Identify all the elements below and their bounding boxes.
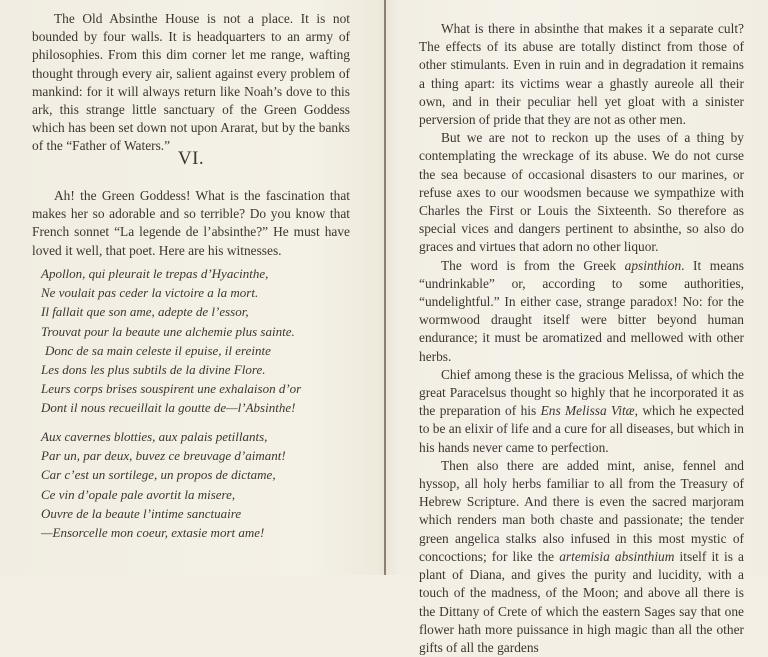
right-paragraph-5 [419, 457, 744, 657]
verse-line: Donc de sa main celeste il epuise, il ereinte [45, 342, 271, 358]
text-run: , which he expected to be an elixir of life and a cure for all diseases, but which in his hands never came to perfection. [419, 403, 744, 455]
book-spine [384, 0, 386, 575]
verse-line: Les dons les plus subtils de la divine Flore. [41, 362, 266, 378]
left-paragraph-2: Ah! the Green Goddess! What is the fascination that makes her so adorable and so terrible? Do you know that French sonnet “La legende de l’absinthe?” He must have loved it well, that poet. Here are his witnesses. [32, 188, 350, 258]
right-page [419, 0, 744, 655]
right-paragraph-2: But we are not to reckon up the uses of a thing by contemplating the wreckage of its abuse. We do not curse the sea because of occasional disasters to our marines, or refuse axes to our woodsmen because we sympathize with Charles the First or Louis the Sixteenth. So therefore as special vices and dangers pertinent to absinthe, so also do graces and virtues that adorn no other liquor. [419, 130, 744, 255]
verse-line: Ce vin d’opale pale avortit la misere, [41, 486, 236, 502]
verse-line: Par un, par deux, buvez ce breuvage d’aimant! [41, 448, 286, 464]
left-page [32, 0, 350, 575]
poem-stanza-1 [41, 264, 341, 418]
verse-line: Il fallait que son ame, adepte de l’essor, [41, 304, 249, 320]
text-run: The word is from the Greek [441, 257, 625, 273]
poem-stanza-2 [41, 427, 341, 542]
verse-line: Apollon, qui pleurait le trepas d’Hyacinthe, [41, 266, 269, 281]
italic-term: apsinthion [624, 257, 682, 273]
verse-line: Leurs corps brises souspirent une exhalaison d’or [41, 381, 302, 397]
chapter-heading: VI. [177, 148, 205, 169]
verse-line: Ne voulait pas ceder la victoire a la mort. [41, 285, 259, 301]
verse-line: Car c’est un sortilege, un propos de dictame, [41, 467, 276, 483]
right-paragraph-4 [419, 366, 744, 457]
verse-line: Ouvre de la beaute l’intime sanctuaire [41, 505, 242, 521]
verse-line: Trouvat pour la beaute une alchemie plus sainte. [41, 323, 295, 339]
right-page-body [419, 20, 744, 657]
text-run: Chief among these is the gracious Melissa, of which the great Paracelsus thought so highly that he incorporated it as the preparation of his [419, 366, 744, 419]
right-paragraph-3 [419, 257, 744, 366]
verse-line: —Ensorcelle mon coeur, extasie mort ame! [41, 525, 265, 541]
text-run: itself it is a plant of Diana, and gives the purity and lucidity, with a touch of the madness, of the Moon; and above all there is the Dittany of Crete of which the eastern Sages say that one flower hath more puissance in high magic than all the other gifts of all the gardens [419, 548, 744, 655]
italic-term: Ens Melissa Vitæ [540, 403, 635, 419]
verse-line: Dont il nous recueillait la goutte de—l’Absinthe! [41, 400, 296, 416]
italic-term: artemisia absinthium [559, 548, 675, 564]
text-run: . It means “undrinkable” or, according to some authorities, “undelightful.” In either case, strange paradox! No: for the wormwood draught itself were bitter beyond human endurance; it must be aromatized and mellowed with other herbs. [419, 257, 744, 364]
verse-line: Aux cavernes blotties, aux palais petillants, [41, 429, 268, 444]
left-paragraph-1: The Old Absinthe House is not a place. It is not bounded by four walls. It is headquarters to an army of philosophies. From this dim corner let me range, wafting thought through every air, salient against every problem of mankind: for it will always return like Noah’s dove to this ark, this strange little sanctuary of the Green Goddess which has been set down not upon Ararat, but by the banks of the “Father of Waters.” [32, 11, 350, 154]
text-run: Then also there are added mint, anise, fennel and hyssop, all holy herbs familiar to all from the Treasury of Hebrew Scripture. And there is even the sacred marjoram which renders man both chaste and passionate; the tender green angelica stalks also infused in this most mystic of concoctions; for like the [419, 457, 744, 564]
right-paragraph-1: What is there in absinthe that makes it a separate cult? The effects of its abuse are totally distinct from those of other stimulants. Even in ruin and in degradation it remains a thing apart: its victims wear a ghastly aureole all their own, and in their peculiar hell yet gloat with a sinister perversion of pride that they are not as other men. [419, 21, 744, 128]
